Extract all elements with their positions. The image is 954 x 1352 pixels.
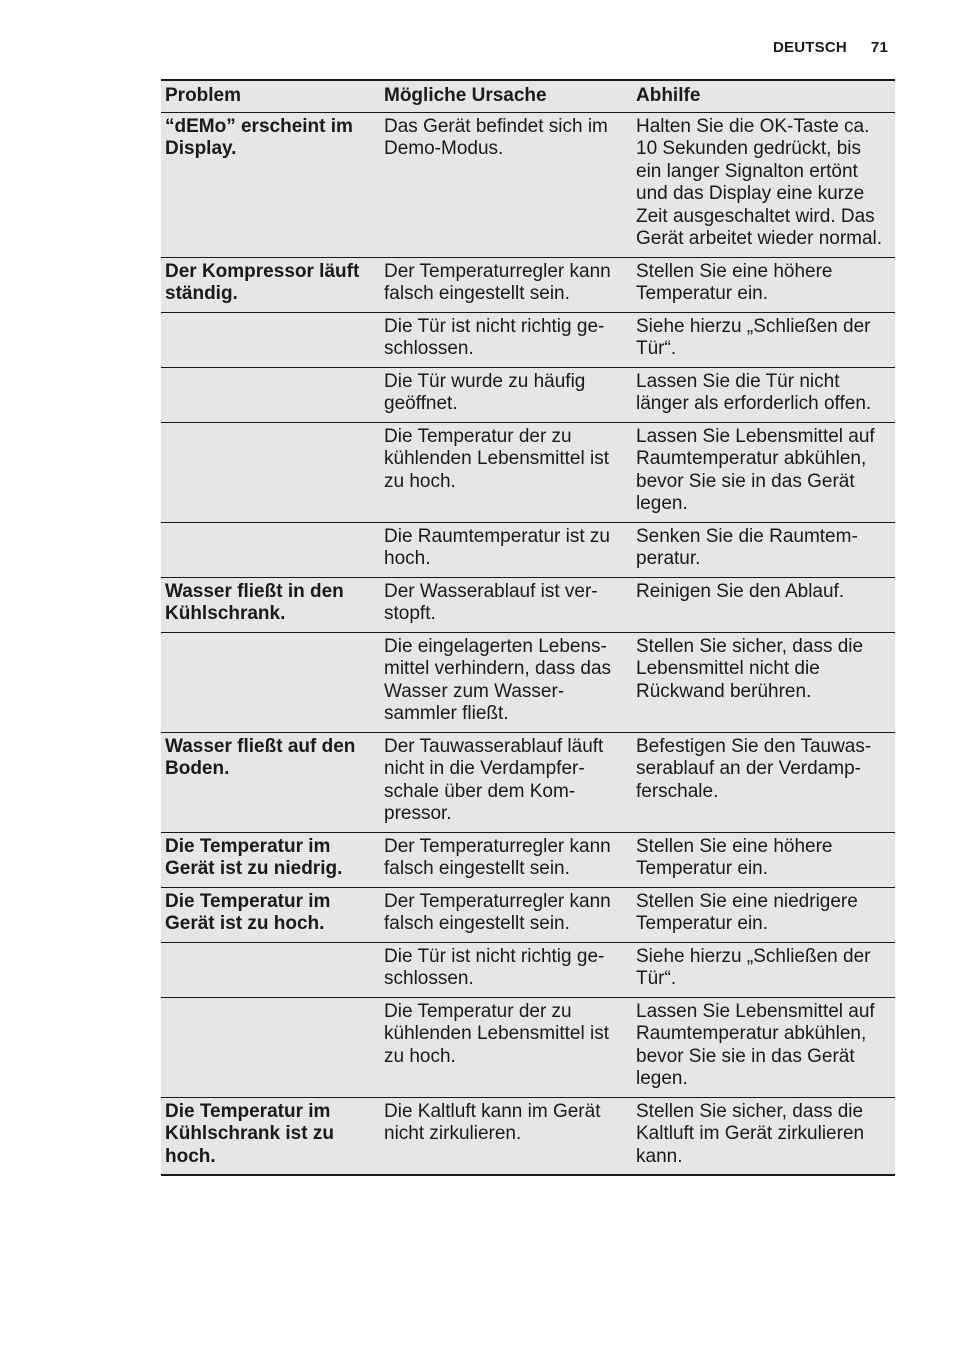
header-language: DEUTSCH: [773, 39, 847, 56]
cause-cell: Der Temperaturregler kann falsch eingestellt sein.: [380, 257, 632, 312]
remedy-cell: Befestigen Sie den Tauwas-serablauf an der Verdamp-ferschale.: [632, 732, 895, 832]
table-row: [161, 522, 895, 577]
problem-cell: [161, 422, 380, 522]
cause-cell: Die Raumtemperatur ist zu hoch.: [380, 522, 632, 577]
table-row: [161, 997, 895, 1097]
remedy-cell: Reinigen Sie den Ablauf.: [632, 577, 895, 632]
cause-cell: Die Tür wurde zu häufig geöffnet.: [380, 367, 632, 422]
problem-cell: Die Temperatur im Gerät ist zu niedrig.: [161, 832, 380, 887]
cause-cell: Der Temperaturregler kann falsch eingestellt sein.: [380, 887, 632, 942]
cause-cell: Die eingelagerten Lebens-mittel verhindern, dass das Wasser zum Wasser-sammler fließt.: [380, 632, 632, 732]
remedy-cell: Stellen Sie eine höhere Temperatur ein.: [632, 257, 895, 312]
column-header-problem: Problem: [161, 80, 380, 112]
cause-cell: Der Wasserablauf ist ver-stopft.: [380, 577, 632, 632]
table-row: [161, 632, 895, 732]
table-row: [161, 367, 895, 422]
table-row: [161, 112, 895, 257]
remedy-cell: Senken Sie die Raumtem-peratur.: [632, 522, 895, 577]
cause-cell: Die Temperatur der zu kühlenden Lebensmittel ist zu hoch.: [380, 997, 632, 1097]
page-header: [773, 39, 888, 56]
problem-cell: “dEMo” erscheint im Display.: [161, 112, 380, 257]
cause-cell: Die Tür ist nicht richtig ge-schlossen.: [380, 312, 632, 367]
table-header-row: [161, 80, 895, 112]
table-row: [161, 887, 895, 942]
remedy-cell: Lassen Sie die Tür nicht länger als erforderlich offen.: [632, 367, 895, 422]
remedy-cell: Lassen Sie Lebensmittel auf Raumtemperatur abkühlen, bevor Sie sie in das Gerät legen.: [632, 422, 895, 522]
problem-cell: Wasser fließt auf den Boden.: [161, 732, 380, 832]
remedy-cell: Lassen Sie Lebensmittel auf Raumtemperatur abkühlen, bevor Sie sie in das Gerät legen.: [632, 997, 895, 1097]
problem-cell: [161, 942, 380, 997]
cause-cell: Der Tauwasserablauf läuft nicht in die Verdampfer-schale über dem Kom-pressor.: [380, 732, 632, 832]
remedy-cell: Stellen Sie sicher, dass die Lebensmittel nicht die Rückwand berühren.: [632, 632, 895, 732]
table-row: [161, 832, 895, 887]
problem-cell: [161, 522, 380, 577]
table-row: [161, 1097, 895, 1175]
remedy-cell: Siehe hierzu „Schließen der Tür“.: [632, 312, 895, 367]
column-header-cause: Mögliche Ursache: [380, 80, 632, 112]
column-header-remedy: Abhilfe: [632, 80, 895, 112]
remedy-cell: Siehe hierzu „Schließen der Tür“.: [632, 942, 895, 997]
problem-cell: Die Temperatur im Gerät ist zu hoch.: [161, 887, 380, 942]
cause-cell: Die Tür ist nicht richtig ge-schlossen.: [380, 942, 632, 997]
page-number: 71: [870, 39, 888, 56]
cause-cell: Der Temperaturregler kann falsch eingestellt sein.: [380, 832, 632, 887]
remedy-cell: Stellen Sie eine höhere Temperatur ein.: [632, 832, 895, 887]
problem-cell: [161, 312, 380, 367]
troubleshooting-table: [161, 79, 895, 1176]
table-row: [161, 942, 895, 997]
remedy-cell: Stellen Sie sicher, dass die Kaltluft im Gerät zirkulieren kann.: [632, 1097, 895, 1175]
problem-cell: [161, 632, 380, 732]
table-row: [161, 257, 895, 312]
table-row: [161, 422, 895, 522]
problem-cell: [161, 367, 380, 422]
remedy-cell: Stellen Sie eine niedrigere Temperatur ein.: [632, 887, 895, 942]
problem-cell: Die Temperatur im Kühlschrank ist zu hoch.: [161, 1097, 380, 1175]
table-row: [161, 312, 895, 367]
problem-cell: [161, 997, 380, 1097]
table-row: [161, 577, 895, 632]
cause-cell: Die Temperatur der zu kühlenden Lebensmittel ist zu hoch.: [380, 422, 632, 522]
cause-cell: Das Gerät befindet sich im Demo-Modus.: [380, 112, 632, 257]
problem-cell: Der Kompressor läuft ständig.: [161, 257, 380, 312]
table-row: [161, 732, 895, 832]
cause-cell: Die Kaltluft kann im Gerät nicht zirkulieren.: [380, 1097, 632, 1175]
problem-cell: Wasser fließt in den Kühlschrank.: [161, 577, 380, 632]
remedy-cell: Halten Sie die OK-Taste ca. 10 Sekunden gedrückt, bis ein langer Signalton ertönt und das Display eine kurze Zeit ausgeschaltet wird. Das Gerät arbeitet wieder normal.: [632, 112, 895, 257]
